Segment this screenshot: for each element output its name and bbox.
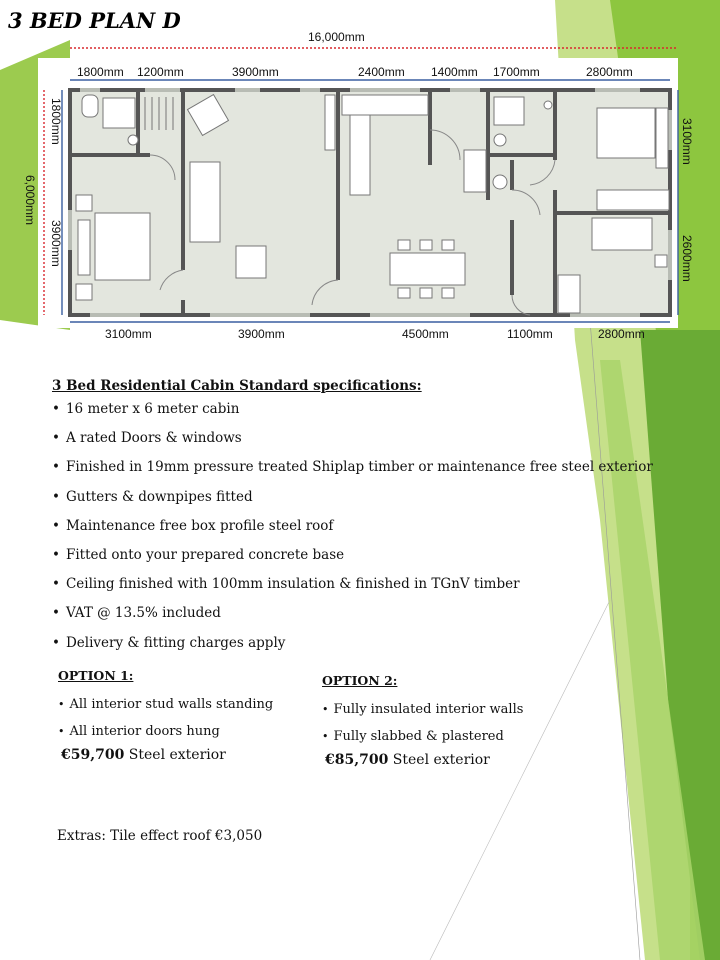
spec-item: • Gutters & downpipes fitted	[52, 483, 653, 512]
page-title: 3 BED PLAN D	[8, 8, 181, 33]
top-dim-3: 3900mm	[232, 65, 279, 79]
option-2-price-line	[325, 752, 523, 768]
spec-item: • Maintenance free box profile steel roof	[52, 512, 653, 541]
specifications	[52, 378, 653, 658]
top-dim-5: 1400mm	[431, 65, 478, 79]
spec-item: • VAT @ 13.5% included	[52, 599, 653, 628]
spec-item: • Finished in 19mm pressure treated Shiplap timber or maintenance free steel exterior	[52, 453, 653, 482]
right-dim-2: 2600mm	[680, 235, 694, 282]
option-1-item: • All interior doors hung	[58, 718, 273, 745]
top-dim-6: 1700mm	[493, 65, 540, 79]
option-2-heading: OPTION 2:	[322, 673, 398, 688]
spec-list	[52, 395, 653, 658]
option-1-price-label: Steel exterior	[128, 747, 226, 763]
option-2-price-label: Steel exterior	[392, 752, 490, 768]
option-1-heading: OPTION 1:	[58, 668, 134, 683]
spec-heading: 3 Bed Residential Cabin Standard specifications:	[52, 378, 422, 394]
bottom-dim-4: 1100mm	[507, 327, 553, 341]
option-1-item: • All interior stud walls standing	[58, 691, 273, 718]
option-2-item: • Fully insulated interior walls	[322, 696, 523, 723]
spec-item: • 16 meter x 6 meter cabin	[52, 395, 653, 424]
bottom-dim-5: 2800mm	[598, 327, 645, 341]
spec-item: • Ceiling finished with 100mm insulation & finished in TGnV timber	[52, 570, 653, 599]
option-1-price: €59,700	[61, 747, 125, 763]
option-1-list	[58, 691, 273, 745]
spec-item: • Fitted onto your prepared concrete base	[52, 541, 653, 570]
option-2-list	[322, 696, 523, 750]
bottom-dim-3: 4500mm	[402, 327, 449, 341]
option-2-item: • Fully slabbed & plastered	[322, 723, 523, 750]
bottom-dim-1: 3100mm	[105, 327, 152, 341]
top-dim-2: 1200mm	[137, 65, 184, 79]
left-dim-2: 3900mm	[49, 220, 63, 267]
bottom-dim-2: 3900mm	[238, 327, 285, 341]
option-2-price: €85,700	[325, 752, 389, 768]
extras-note: Extras: Tile effect roof €3,050	[57, 828, 263, 844]
left-dim-1: 1800mm	[49, 98, 63, 145]
spec-item: • Delivery & fitting charges apply	[52, 629, 653, 658]
option-1	[58, 668, 273, 763]
top-dim-4: 2400mm	[358, 65, 405, 79]
top-dim-1: 1800mm	[77, 65, 124, 79]
overall-width-label: 16,000mm	[308, 30, 365, 44]
option-1-price-line	[61, 747, 273, 763]
floor-plan	[0, 0, 720, 360]
top-dim-7: 2800mm	[586, 65, 633, 79]
option-2	[322, 673, 523, 768]
right-dim-1: 3100mm	[680, 118, 694, 165]
overall-depth-label: 6,000mm	[23, 175, 37, 226]
spec-item: • A rated Doors & windows	[52, 424, 653, 453]
